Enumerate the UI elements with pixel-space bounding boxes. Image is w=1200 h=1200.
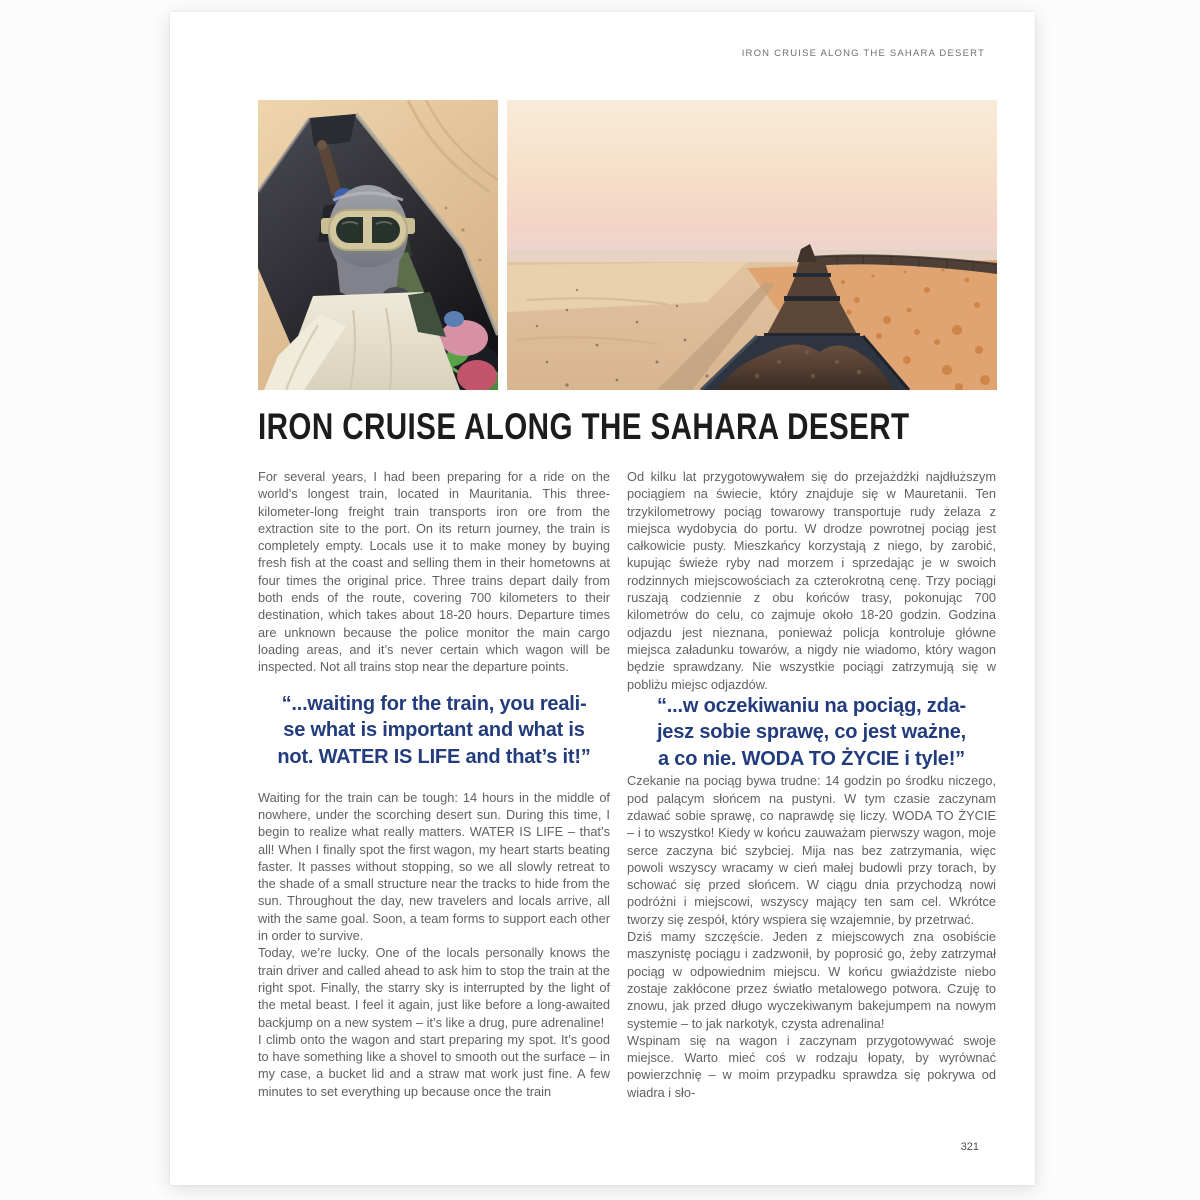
english-intro-text: For several years, I had been preparing for a ride on the world’s longest train, located in Mauritania. This three-kilometer-long freight train transports iron ore from the extraction site to the port. On its return journey, the train is completely empty. Locals use it to make money by buying fresh fish at the coast and selling them in their hometowns at four times the original price. Three trains depart daily from both ends of the route, covering 700 kilometers to their destination, which takes about 18-20 hours. Departure times are unknown because the police monitor the main cargo loading areas, and it’s never certain which wagon will be inspected. Not all trains stop near the departure points.	[258, 469, 610, 675]
article-title: IRON CRUISE ALONG THE SAHARA DESERT	[258, 406, 910, 447]
pull-quote-english-line-2: se what is important and what is	[283, 719, 585, 742]
english-body	[258, 789, 610, 1100]
english-body-paragraph-1: Waiting for the train can be tough: 14 hours in the middle of nowhere, under the scorching desert sun. During this time, I begin to realize what really matters. WATER IS LIFE – that’s all! When I finally spot the first wagon, my heart starts beating faster. It passes without stopping, so we all slowly retreat to the shade of a small structure near the tracks to hide from the sun. Throughout the day, new travelers and locals arrive, all with the same goal. Soon, a team forms to support each other in order to survive.	[258, 789, 610, 944]
polish-body-paragraph-2: Dziś mamy szczęście. Jeden z miejscowych zna osobiście maszynistę pociągu i zadzwonił, by poprosić go, żeby zatrzymał pociąg w odpowiednim miejscu. W końcu gwiaździste niebo zostaje zakłócone przez światło metalowego potwora. Czuję to znowu, jak przed długo wyczekiwanym bakejumpem na nowym systemie – to jak narkotyk, czysta adrenalina!	[627, 929, 996, 1031]
polish-intro-text: Od kilku lat przygotowywałem się do przejażdżki najdłuższym pociągiem na świecie, który znajduje się w Mauretanii. Ten trzykilometrowy pociąg towarowy transportuje rudy żelaza z miejsca wydobycia do portu. W drodze powrotnej pociąg jest całkowicie pusty. Mieszkańcy korzystają z niego, by zarobić, kupując świeże ryby nad morzem i sprzedając je w swoich rodzinnych miejscowościach za czterokrotną cenę. Trzy pociągi ruszają codziennie z obu końców trasy, pokonując 700 kilometrów do celu, co zajmuje około 18-20 godzin. Godzina odjazdu jest nieznana, ponieważ policja kontroluje główne miejsca załadunku towarów, a nigdy nie wiadomo, który wagon będzie sprawdzany. Nie wszystkie pociągi zatrzymują się w pobliżu miejsc odjazdów.	[627, 469, 996, 692]
selfie-illustration	[258, 100, 498, 390]
pull-quote-english	[258, 691, 610, 789]
english-body-paragraph-3: I climb onto the wagon and start preparing my spot. It’s good to have something like a shovel to smooth out the surface – in my case, a bucket lid and a straw mat work just fine. A few minutes to set everything up because once the train	[258, 1031, 610, 1099]
pull-quote-polish-line-1: “...w oczekiwaniu na pociąg, zda-	[656, 694, 966, 717]
english-intro-paragraph	[258, 468, 610, 691]
polish-body	[627, 772, 996, 1100]
page-number: 321	[960, 1141, 979, 1153]
photo-selfie-on-ore-train	[258, 100, 498, 390]
column-english	[258, 468, 610, 1100]
ore-train-illustration	[507, 100, 997, 390]
article-columns	[258, 468, 996, 1100]
pull-quote-english-line-1: “...waiting for the train, you reali-	[281, 692, 587, 715]
photo-ore-train-desert	[507, 100, 997, 390]
pull-quote-polish-line-2: jesz sobie sprawę, co jest ważne,	[656, 721, 967, 744]
english-body-paragraph-2: Today, we’re lucky. One of the locals personally knows the train driver and called ahead to ask him to stop the train at the right spot. Finally, the starry sky is interrupted by the light of the metal beast. I feel it again, just like before a long-awaited backjump on a new system – it’s like a drug, pure adrenaline!	[258, 945, 610, 1030]
column-polish	[627, 468, 996, 1100]
magazine-page	[170, 12, 1035, 1185]
pull-quote-polish	[627, 693, 996, 773]
pull-quote-english-line-3: not. WATER IS LIFE and that’s it!”	[277, 745, 591, 768]
polish-intro-paragraph	[627, 468, 996, 693]
photo-row	[258, 100, 997, 390]
polish-body-paragraph-3: Wspinam się na wagon i zaczynam przygotowywać swoje miejsce. Warto mieć coś w rodzaju łopaty, by wyrównać powierzchnię – w moim przypadku sprawdza się pokrywa od wiadra i sło-	[627, 1032, 996, 1100]
pull-quote-polish-line-3: a co nie. WODA TO ŻYCIE i tyle!”	[658, 747, 965, 770]
polish-body-paragraph-1: Czekanie na pociąg bywa trudne: 14 godzin po środku niczego, pod palącym słońcem na pustyni. W tym czasie zaczynam zdawać sobie sprawę, co naprawdę się liczy. WODA TO ŻYCIE – i to wszystko! Kiedy w końcu zauważam pierwszy wagon, moje serce zaczyna bić szybciej. Mija nas bez zatrzymania, więc powoli wszyscy wracamy w cień małej budowli przy torach, by schować się przed słońcem. W ciągu dnia przychodzą nowi podróżni i miejscowi, wszyscy mający ten sam cel. Wkrótce tworzy się zespół, który wspiera się wzajemnie, by przetrwać.	[627, 773, 996, 927]
running-header: IRON CRUISE ALONG THE SAHARA DESERT	[741, 48, 985, 59]
